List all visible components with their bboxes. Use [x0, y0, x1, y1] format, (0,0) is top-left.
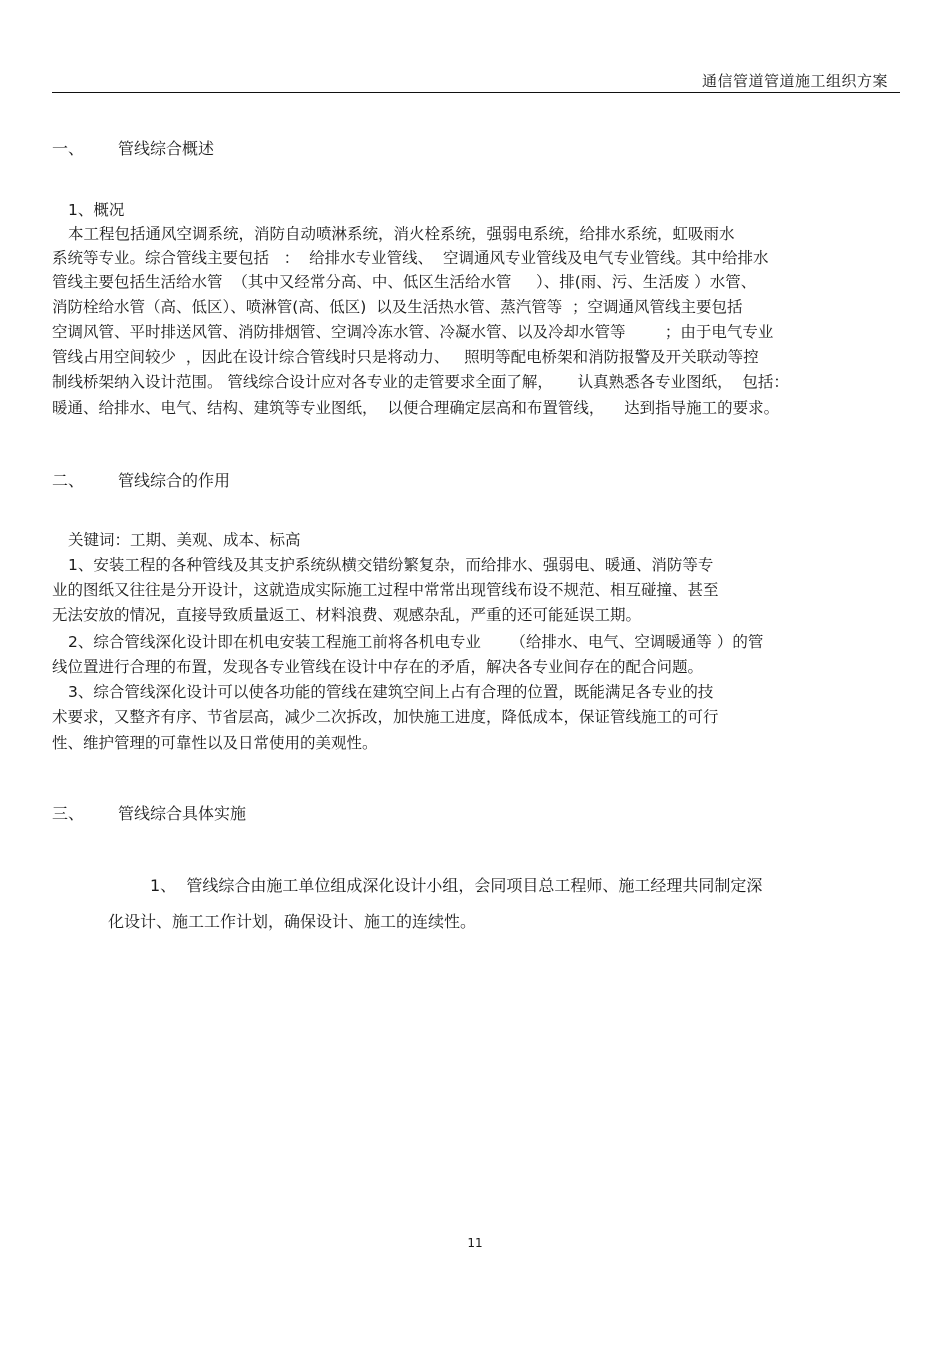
- paragraph-line: 化设计、施工工作计划，确保设计、施工的连续性。: [108, 912, 477, 931]
- paragraph-line: 无法安放的情况，直接导致质量返工、材料浪费、观感杂乱，严重的还可能延误工期。: [52, 606, 642, 624]
- section-3-heading: [52, 801, 246, 824]
- page-number: 11: [467, 1236, 483, 1250]
- paragraph-line: 3、综合管线深化设计可以使各功能的管线在建筑空间上占有合理的位置，既能满足各专业的技: [68, 683, 714, 701]
- section-title: 管线综合的作用: [118, 471, 231, 490]
- paragraph-line: 本工程包括通风空调系统，消防自动喷淋系统，消火栓系统，强弱电系统，给排水系统，虹吸雨水: [68, 225, 735, 243]
- section-title: 管线综合具体实施: [118, 804, 247, 823]
- paragraph-line: 1、 管线综合由施工单位组成深化设计小组，会同项目总工程师、施工经理共同制定深: [150, 876, 763, 895]
- paragraph-line: 业的图纸又往往是分开设计，这就造成实际施工过程中常常出现管线布设不规范、相互碰撞、甚至: [52, 581, 719, 599]
- paragraph-line: 制线桥架纳入设计范围。 管线综合设计应对各专业的走管要求全面了解， 认真熟悉各专业图纸， 包括：: [52, 373, 789, 391]
- paragraph-line: 消防栓给水管（高、低区）、喷淋管(高、低区) 以及生活热水管、蒸汽管等 ；空调通风管线主要包括: [52, 298, 743, 316]
- section-number: 一、: [52, 139, 85, 158]
- section-1-heading: [52, 136, 214, 159]
- section-title: 管线综合概述: [118, 139, 215, 158]
- paragraph-line: 线位置进行合理的布置，发现各专业管线在设计中存在的矛盾，解决各专业间存在的配合问题。: [52, 658, 704, 676]
- paragraph-line: 性、维护管理的可靠性以及日常使用的美观性。: [52, 734, 378, 752]
- paragraph-line: 暖通、给排水、电气、结构、建筑等专业图纸， 以便合理确定层高和布置管线， 达到指导施工的要求。: [52, 399, 780, 417]
- paragraph-line: 管线主要包括生活给水管 （其中又经常分高、中、低区生活给水管 ）、排(雨、污、生活废 ）水管、: [52, 273, 757, 291]
- header-title: 通信管道管道施工组织方案: [701, 72, 888, 90]
- paragraph-line: 1、安装工程的各种管线及其支护系统纵横交错纷繁复杂，而给排水、强弱电、暖通、消防等专: [68, 556, 714, 574]
- paragraph-line: 管线占用空间较少 ，因此在设计综合管线时只是将动力、 照明等配电桥架和消防报警及开关联动等控: [52, 348, 759, 366]
- paragraph-line: 术要求，又整齐有序、节省层高，减少二次拆改，加快施工进度，降低成本，保证管线施工的可行: [52, 708, 719, 726]
- paragraph-line: 系统等专业。综合管线主要包括 ： 给排水专业管线、 空调通风专业管线及电气专业管线。其中给排水: [52, 249, 769, 267]
- keywords-line: 关键词：工期、美观、成本、标高: [68, 531, 301, 549]
- paragraph-line: 2、综合管线深化设计即在机电安装工程施工前将各机电专业 （给排水、电气、空调暖通等 ）的管: [68, 633, 764, 651]
- section-number: 三、: [52, 804, 85, 823]
- header-rule: [52, 92, 900, 93]
- subheading-overview: 1、概况: [68, 201, 125, 219]
- section-2-heading: [52, 468, 230, 491]
- paragraph-line: 空调风管、平时排送风管、消防排烟管、空调冷冻水管、冷凝水管、以及冷却水管等 ；由于电气专业: [52, 323, 774, 341]
- section-number: 二、: [52, 471, 85, 490]
